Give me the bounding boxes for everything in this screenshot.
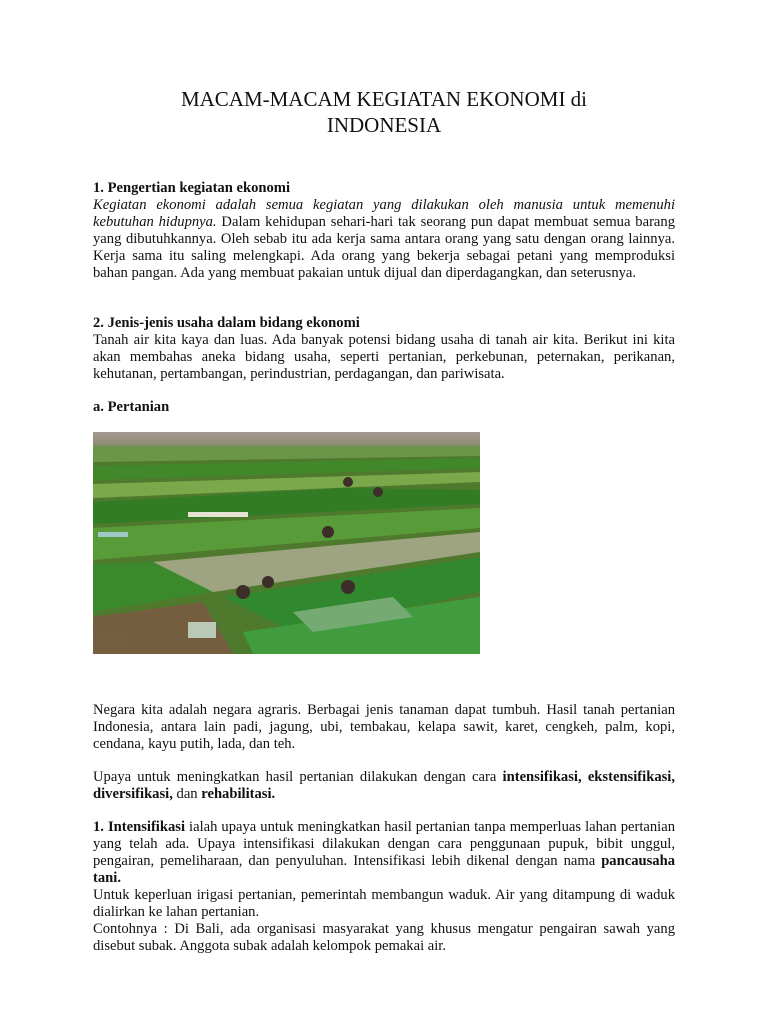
paragraph	[93, 197, 675, 282]
section-heading: 2. Jenis-jenis usaha dalam bidang ekonomi	[93, 315, 360, 331]
farm-field-photo	[93, 432, 480, 654]
section-heading: 1. Pengertian kegiatan ekonomi	[93, 180, 291, 196]
bold-term: pancausaha tani.	[93, 853, 675, 886]
paragraph-agraris	[93, 702, 675, 753]
body-text: ialah upaya untuk meningkatkan hasil pertanian tanpa memperluas lahan pertanian yang telah ada. Upaya intensifikasi dilakukan dengan cara penggunaan pupuk, bibit unggul, pengairan, pemeliharaan, dan penyuluhan. Intensifikasi lebih dikenal dengan nama	[93, 819, 675, 869]
paragraph: Untuk keperluan irigasi pertanian, pemerintah membangun waduk. Air yang ditampung di waduk dialirkan ke lahan pertanian.	[93, 887, 675, 920]
definition-text: Kegiatan ekonomi adalah semua kegiatan yang dilakukan oleh manusia untuk memenuhi kebutuhan hidupnya.	[93, 197, 675, 230]
paragraph: Tanah air kita kaya dan luas. Ada banyak potensi bidang usaha di tanah air kita. Berikut ini kita akan membahas aneka bidang usaha, seperti pertanian, perkebunan, peternakan, perikanan, kehutanan, pertambangan, perindustrian, perdagangan, dan pariwisata.	[93, 332, 675, 382]
title-line-1: MACAM-MACAM KEGIATAN EKONOMI di	[180, 87, 588, 111]
subsection-title: a. Pertanian	[93, 399, 170, 415]
page-title	[0, 86, 768, 138]
bold-term: rehabilitasi.	[201, 786, 276, 802]
paragraph: Negara kita adalah negara agraris. Berbagai jenis tanaman dapat tumbuh. Hasil tanah pertanian Indonesia, antara lain padi, jagung, ubi, tembakau, kelapa sawit, karet, cengkeh, palm, kopi, cendana, kayu putih, lada, dan teh.	[93, 702, 675, 752]
paragraph-upaya	[93, 769, 675, 803]
body-text: dan	[172, 786, 202, 802]
body-text: Upaya untuk meningkatkan hasil pertanian dilakukan dengan cara	[93, 769, 503, 785]
section-jenis-usaha	[93, 315, 675, 383]
section-pengertian	[93, 180, 675, 282]
paragraph: Contohnya : Di Bali, ada organisasi masyarakat yang khusus mengatur pengairan sawah yang disebut subak. Anggota subak adalah kelompok pemakai air.	[93, 921, 675, 954]
title-line-2: INDONESIA	[326, 113, 442, 137]
section-intensifikasi	[93, 819, 675, 955]
subsection-heading	[93, 399, 675, 416]
bold-term: 1. Intensifikasi	[93, 819, 186, 835]
bold-term: intensifikasi, ekstensifikasi, diversifikasi,	[93, 769, 675, 802]
body-text: Dalam kehidupan sehari-hari tak seorang pun dapat membuat semua barang yang dibutuhkannya. Oleh sebab itu ada kerja sama antara orang yang satu dengan orang lainnya. Kerja sama itu saling melengkapi. Ada orang yang bekerja sebagai petani yang memproduksi bahan pangan. Ada yang membuat pakaian untuk dijual dan diperdagangkan, dan seterusnya.	[93, 214, 675, 281]
